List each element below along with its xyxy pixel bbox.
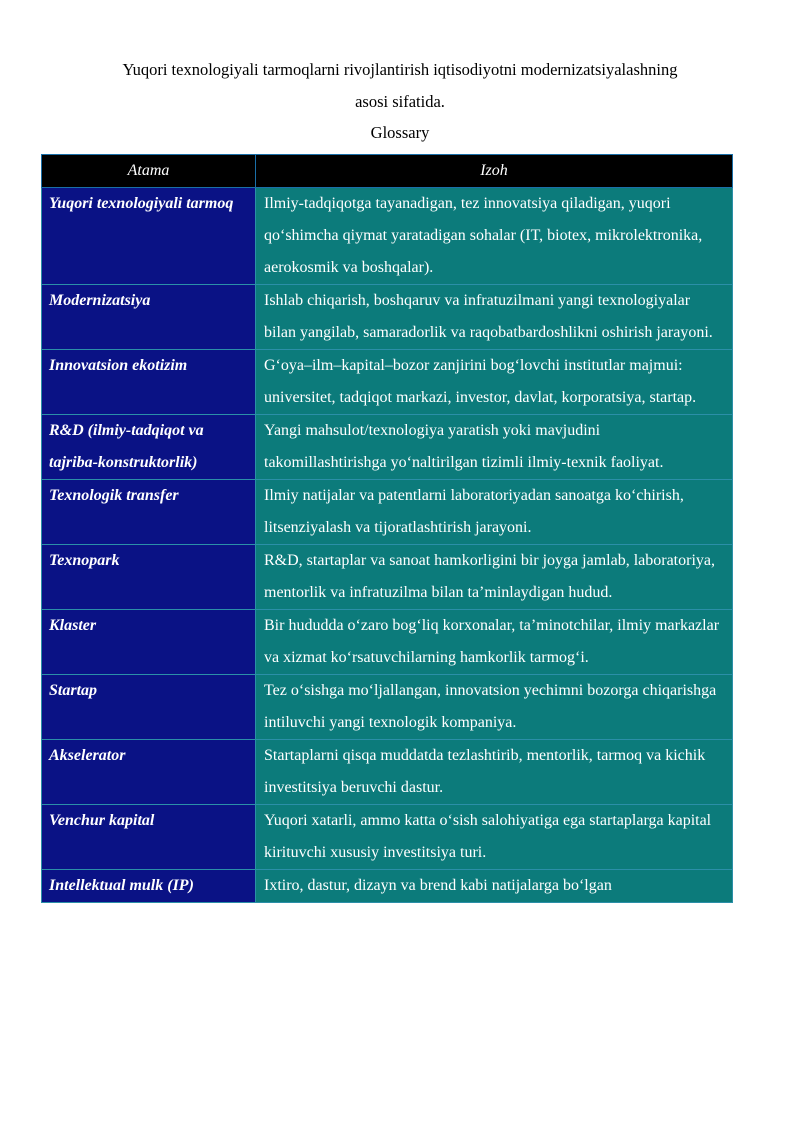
term-cell: Intellektual mulk (IP) [42,870,256,903]
header-definition: Izoh [256,155,733,188]
table-row [42,415,733,480]
definition-cell: Ixtiro, dastur, dizayn va brend kabi natijalarga bo‘lgan [256,870,733,903]
definition-cell: Yangi mahsulot/texnologiya yaratish yoki mavjudini takomillashtirishga yo‘naltirilgan tizimli ilmiy-texnik faoliyat. [256,415,733,480]
definition-cell: Ilmiy-tadqiqotga tayanadigan, tez innovatsiya qiladigan, yuqori qo‘shimcha qiymat yaratadigan sohalar (IT, biotex, mikrolektronika, aerokosmik va boshqalar). [256,188,733,285]
definition-cell: Ilmiy natijalar va patentlarni laboratoriyadan sanoatga ko‘chirish, litsenziyalash va tijoratlashtirish jarayoni. [256,480,733,545]
definition-cell: Tez o‘sishga mo‘ljallangan, innovatsion yechimni bozorga chiqarishga intiluvchi yangi texnologik kompaniya. [256,675,733,740]
term-cell: Texnologik transfer [42,480,256,545]
document-subtitle: Glossary [370,123,430,142]
term-cell: R&D (ilmiy-tadqiqot va tajriba-konstruktorlik) [42,415,256,480]
term-cell: Texnopark [42,545,256,610]
definition-cell: Yuqori xatarli, ammo katta o‘sish salohiyatiga ega startaplarga kapital kirituvchi xususiy investitsiya turi. [256,805,733,870]
document-title-line-2: asosi sifatida. [355,92,445,111]
term-cell: Venchur kapital [42,805,256,870]
term-cell: Klaster [42,610,256,675]
definition-cell: Ishlab chiqarish, boshqaruv va infratuzilmani yangi texnologiyalar bilan yangilab, samaradorlik va raqobatbardoshlikni oshirish jarayoni. [256,285,733,350]
header-term: Atama [42,155,256,188]
definition-cell: R&D, startaplar va sanoat hamkorligini bir joyga jamlab, laboratoriya, mentorlik va infratuzilma bilan ta’minlaydigan hudud. [256,545,733,610]
table-row [42,870,733,903]
table-row [42,350,733,415]
table-row [42,285,733,350]
table-row [42,675,733,740]
glossary-table [41,154,733,903]
table-row [42,480,733,545]
document-title-line-1: Yuqori texnologiyali tarmoqlarni rivojlantirish iqtisodiyotni modernizatsiyalashning [122,60,678,79]
table-row [42,740,733,805]
term-cell: Startap [42,675,256,740]
term-cell: Modernizatsiya [42,285,256,350]
table-row [42,805,733,870]
table-row [42,545,733,610]
term-cell: Yuqori texnologiyali tarmoq [42,188,256,285]
table-row [42,188,733,285]
table-header-row [42,155,733,188]
definition-cell: Bir hududda o‘zaro bog‘liq korxonalar, ta’minotchilar, ilmiy markazlar va xizmat ko‘rsatuvchilarning hamkorlik tarmog‘i. [256,610,733,675]
table-row [42,610,733,675]
term-cell: Akselerator [42,740,256,805]
term-cell: Innovatsion ekotizim [42,350,256,415]
definition-cell: G‘oya–ilm–kapital–bozor zanjirini bog‘lovchi institutlar majmui: universitet, tadqiqot markazi, investor, davlat, korporatsiya, startap. [256,350,733,415]
definition-cell: Startaplarni qisqa muddatda tezlashtirib, mentorlik, tarmoq va kichik investitsiya beruvchi dastur. [256,740,733,805]
